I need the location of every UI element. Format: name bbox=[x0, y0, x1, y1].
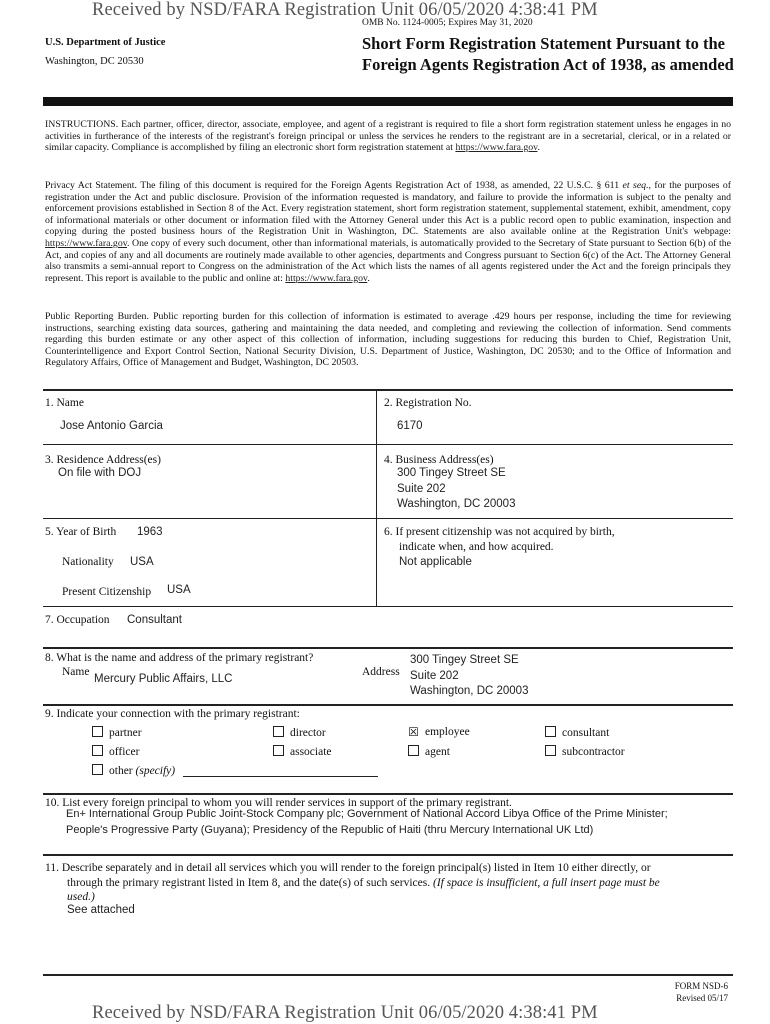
agent-checkbox[interactable]: agent bbox=[408, 745, 450, 758]
name-field[interactable]: Jose Antonio Garcia bbox=[60, 420, 163, 432]
residence-address-field[interactable]: On file with DOJ bbox=[58, 467, 142, 479]
business-address-line: Suite 202 bbox=[397, 482, 446, 495]
checkbox-icon bbox=[545, 726, 556, 737]
other-checkbox[interactable]: other (specify) bbox=[92, 764, 175, 777]
row-rule bbox=[43, 606, 733, 607]
checkbox-icon bbox=[408, 745, 419, 756]
row-rule bbox=[43, 793, 733, 795]
q3-label: 3. Residence Address(es) bbox=[45, 454, 161, 466]
form-title: Short Form Registration Statement Pursuant to the Foreign Agents Registration Act of 1938, as amended bbox=[362, 34, 734, 74]
partner-checkbox[interactable]: partner bbox=[92, 726, 142, 739]
q11-label: 11. Describe separately and in detail all services which you will render to the foreign principal(s) listed in Item 10 either directly, or bbox=[45, 862, 651, 874]
q6-label: indicate when, and how acquired. bbox=[399, 541, 554, 553]
form-top-rule bbox=[43, 389, 733, 391]
registrant-address-line: 300 Tingey Street SE bbox=[410, 654, 519, 666]
agency-city: Washington, DC 20530 bbox=[45, 56, 144, 67]
row-rule bbox=[43, 854, 733, 856]
business-address-line: 300 Tingey Street SE bbox=[397, 467, 506, 479]
director-checkbox[interactable]: director bbox=[273, 726, 326, 739]
q11-label: used.) bbox=[67, 891, 95, 903]
checkbox-icon bbox=[273, 726, 284, 737]
citizenship-field[interactable]: USA bbox=[167, 584, 191, 596]
q10-label: 10. List every foreign principal to whom you will render services in support of the primary registrant. bbox=[45, 797, 512, 809]
foreign-principals-line: People's Progressive Party (Guyana); Presidency of the Republic of Haiti (thru Mercury International UK Ltd) bbox=[66, 823, 594, 836]
fara-link[interactable]: https://www.fara.gov bbox=[285, 272, 368, 284]
instructions-paragraph: INSTRUCTIONS. Each partner, officer, director, associate, employee, and agent of a registrant is required to file a short form registration statement unless he engages in no activities in furtherance of the interests of the registrant's foreign principal or unless the services he renders to the registrant are in a secretarial, clerical, or in a related or similar capacity. Compliance is accomplished by filing an electronic short form registration statement at https://www.fara.gov. bbox=[45, 119, 731, 154]
row-rule bbox=[43, 444, 733, 445]
omb-number: OMB No. 1124-0005; Expires May 31, 2020 bbox=[362, 18, 533, 28]
form-number: FORM NSD-6 Revised 05/17 bbox=[674, 981, 728, 1003]
other-specify-field[interactable] bbox=[183, 776, 378, 777]
q7-label: 7. Occupation bbox=[45, 614, 110, 626]
checkbox-icon bbox=[545, 745, 556, 756]
q4-label: 4. Business Address(es) bbox=[384, 454, 494, 466]
q2-label: 2. Registration No. bbox=[384, 397, 472, 409]
subcontractor-checkbox[interactable]: subcontractor bbox=[545, 745, 625, 758]
registrant-address-line: Washington, DC 20003 bbox=[410, 685, 529, 697]
primary-registrant-address-field[interactable] bbox=[410, 653, 528, 700]
checkbox-icon bbox=[273, 745, 284, 756]
privacy-act-paragraph: Privacy Act Statement. The filing of this document is required for the Foreign Agents Registration Act of 1938, as amended, 22 U.S.C. § 611 et seq., for the purposes of registration under the Act and public disclosure. Provision of the information requested is mandatory, and failure to provide the information is subject to the penalty and enforcement provisions established in Section 8 of the Act. Every registration statement, short form registration statement, supplemental statement, exhibit, amendment, copy of informational materials or other document or information filed with the Attorney General under this Act is a public record open to public examination, inspection and copying during the posted business hours of the Registration Unit in Washington, DC. Statements are also available online at the Registration Unit's webpage: https://www.fara.gov. One copy of every such document, other than informational materials, is automatically provided to the Secretary of State pursuant to Section 6(b) of the Act, and copies of any and all documents are routinely made available to other agencies, departments and Congress pursuant to Section 6(c) of the Act. The Attorney General also transmits a semi-annual report to Congress on the administration of the Act which lists the names of all agents registered under the Act and the foreign principals they represent. This report is available to the public and online at: https://www.fara.gov. bbox=[45, 180, 731, 284]
q6-label: 6. If present citizenship was not acquired by birth, bbox=[384, 526, 615, 538]
q8-name-label: Name bbox=[62, 666, 90, 678]
primary-registrant-name-field[interactable]: Mercury Public Affairs, LLC bbox=[94, 673, 233, 685]
agency-name: U.S. Department of Justice bbox=[45, 37, 166, 48]
fara-link[interactable]: https://www.fara.gov bbox=[455, 142, 538, 154]
checkbox-icon bbox=[92, 726, 103, 737]
business-address-line: Washington, DC 20003 bbox=[397, 498, 516, 510]
registrant-address-line: Suite 202 bbox=[410, 669, 459, 682]
registration-number-field[interactable]: 6170 bbox=[397, 420, 423, 432]
citizenship-acquired-field[interactable]: Not applicable bbox=[399, 556, 472, 568]
received-stamp-top: Received by NSD/FARA Registration Unit 06/05/2020 4:38:41 PM bbox=[92, 0, 598, 20]
checkbox-icon bbox=[92, 745, 103, 756]
q11-label: through the primary registrant listed in Item 8, and the date(s) of such services. (If space is insufficient, a full insert page must be bbox=[67, 877, 660, 889]
q5-label: 5. Year of Birth bbox=[45, 526, 117, 538]
fara-link[interactable]: https://www.fara.gov bbox=[45, 237, 127, 249]
foreign-principals-line: En+ International Group Public Joint-Stock Company plc; Government of National Accord Libya Office of the Prime Minister; bbox=[66, 808, 668, 820]
consultant-checkbox[interactable]: consultant bbox=[545, 726, 609, 739]
checked-box-icon: ☒ bbox=[408, 725, 419, 739]
nationality-label: Nationality bbox=[62, 556, 114, 568]
q8-address-label: Address bbox=[362, 666, 400, 678]
row-rule bbox=[43, 704, 733, 706]
q8-label: 8. What is the name and address of the primary registrant? bbox=[45, 652, 314, 664]
row-rule bbox=[43, 647, 733, 649]
q1-label: 1. Name bbox=[45, 397, 84, 409]
received-stamp-bottom: Received by NSD/FARA Registration Unit 06/05/2020 4:38:41 PM bbox=[92, 1003, 598, 1023]
associate-checkbox[interactable]: associate bbox=[273, 745, 332, 758]
nationality-field[interactable]: USA bbox=[130, 556, 154, 568]
column-divider bbox=[376, 390, 377, 606]
occupation-field[interactable]: Consultant bbox=[127, 614, 182, 626]
citizenship-label: Present Citizenship bbox=[62, 586, 152, 598]
employee-checkbox[interactable]: ☒ employee bbox=[408, 725, 470, 739]
officer-checkbox[interactable]: officer bbox=[92, 745, 139, 758]
burden-paragraph: Public Reporting Burden. Public reporting burden for this collection of information is estimated to average .429 hours per response, including the time for reviewing instructions, searching existing data sources, gathering and maintaining the data needed, and completing and reviewing the collection of information. Send comments regarding this burden estimate or any other aspect of this collection of information, including suggestions for reducing this burden to Chief, Registration Unit, Counterintelligence and Export Control Section, National Security Division, U.S. Department of Justice, Washington, DC 20530; and to the Office of Information and Regulatory Affairs, Office of Management and Budget, Washington, DC 20503. bbox=[45, 311, 731, 369]
foreign-principals-field[interactable] bbox=[66, 807, 731, 838]
checkbox-icon bbox=[92, 764, 103, 775]
business-address-field[interactable] bbox=[397, 466, 515, 513]
form-bottom-rule bbox=[43, 974, 733, 976]
row-rule bbox=[43, 518, 733, 519]
year-of-birth-field[interactable]: 1963 bbox=[137, 526, 163, 538]
q9-label: 9. Indicate your connection with the primary registrant: bbox=[45, 708, 300, 720]
services-description-field[interactable]: See attached bbox=[67, 904, 135, 916]
header-divider bbox=[43, 97, 733, 106]
